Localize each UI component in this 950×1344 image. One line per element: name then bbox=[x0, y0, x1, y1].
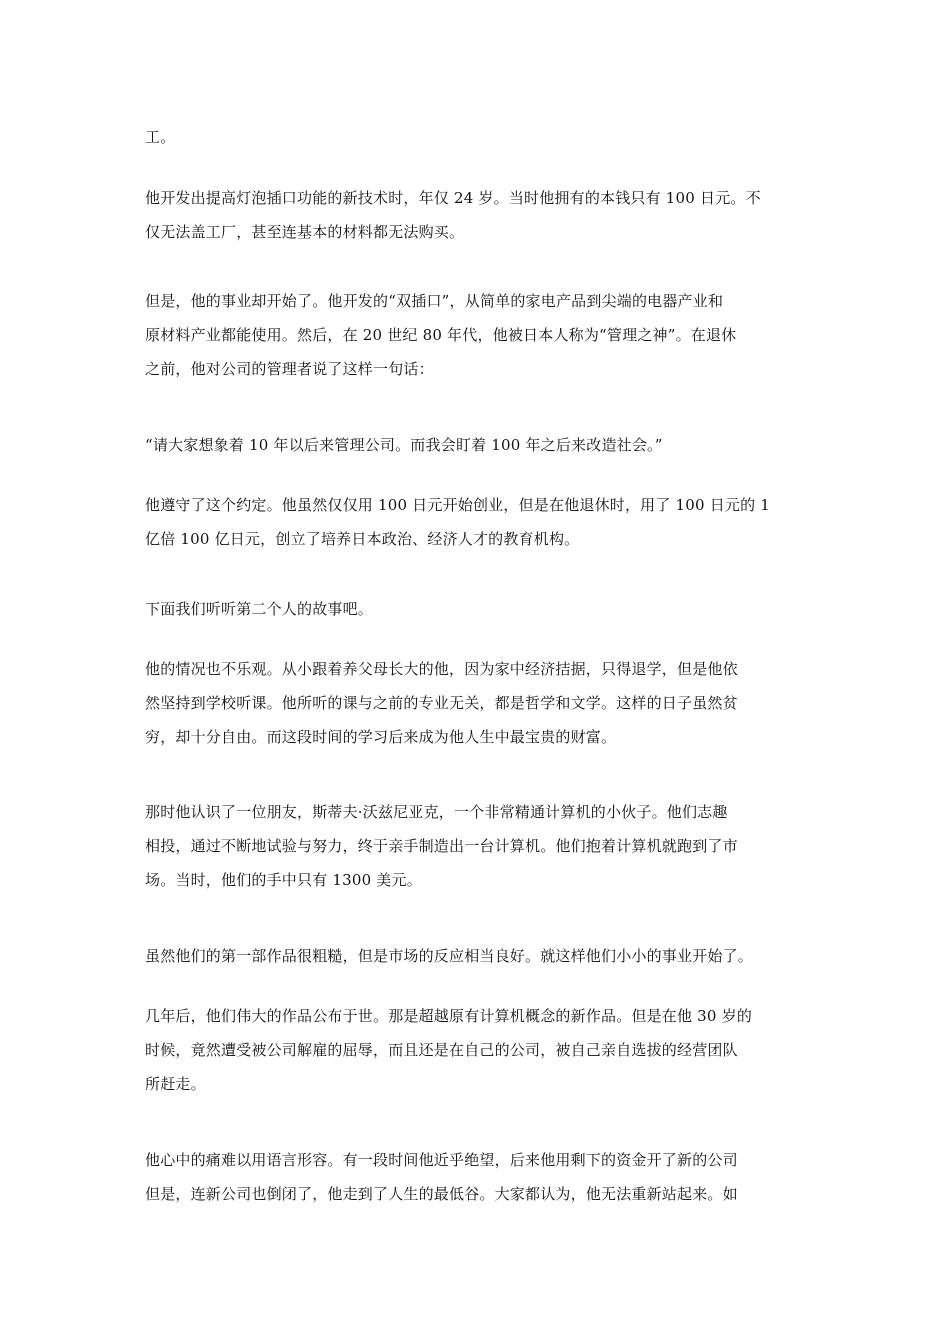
paragraph-line: 然坚持到学校听课。他所听的课与之前的专业无关，都是哲学和文学。这样的日子虽然贫 bbox=[145, 694, 738, 712]
paragraph-10 bbox=[145, 999, 810, 1101]
paragraph-2 bbox=[145, 181, 810, 249]
paragraph-line: 穷，却十分自由。而这段时间的学习后来成为他人生中最宝贵的财富。 bbox=[145, 728, 617, 746]
paragraph-line: 他遵守了这个约定。他虽然仅仅用 100 日元开始创业，但是在他退休时，用了 100 日元的 1 bbox=[145, 496, 771, 514]
paragraph-7 bbox=[145, 652, 810, 754]
paragraph-11 bbox=[145, 1143, 810, 1211]
paragraph-line: 场。当时，他们的手中只有 1300 美元。 bbox=[145, 871, 422, 889]
paragraph-6 bbox=[145, 592, 810, 626]
paragraph-4 bbox=[145, 428, 810, 462]
paragraph-9 bbox=[145, 939, 810, 973]
paragraph-line: 亿倍 100 亿日元，创立了培养日本政治、经济人才的教育机构。 bbox=[145, 530, 580, 548]
paragraph-line: 几年后，他们伟大的作品公布于世。那是超越原有计算机概念的新作品。但是在他 30 岁的 bbox=[145, 1007, 753, 1025]
paragraph-5 bbox=[145, 488, 810, 556]
paragraph-line: 但是，他的事业却开始了。他开发的“双插口”，从简单的家电产品到尖端的电器产业和 bbox=[145, 292, 724, 310]
paragraph-3 bbox=[145, 284, 810, 386]
paragraph-line: 他心中的痛难以用语言形容。有一段时间他近乎绝望，后来他用剩下的资金开了新的公司 bbox=[145, 1151, 738, 1169]
paragraph-line: 相投，通过不断地试验与努力，终于亲手制造出一台计算机。他们抱着计算机就跑到了市 bbox=[145, 837, 738, 855]
paragraph-line: 工。 bbox=[145, 128, 176, 146]
paragraph-line: 虽然他们的第一部作品很粗糙，但是市场的反应相当良好。就这样他们小小的事业开始了。 bbox=[145, 947, 754, 965]
paragraph-line: 之前，他对公司的管理者说了这样一句话： bbox=[145, 360, 434, 378]
paragraph-1 bbox=[145, 120, 810, 154]
paragraph-line: “请大家想象着 10 年以后来管理公司。而我会盯着 100 年之后来改造社会。” bbox=[145, 436, 663, 454]
paragraph-line: 时候，竟然遭受被公司解雇的屈辱，而且还是在自己的公司，被自己亲自选拔的经营团队 bbox=[145, 1041, 738, 1059]
paragraph-line: 他的情况也不乐观。从小跟着养父母长大的他，因为家中经济拮据，只得退学，但是他依 bbox=[145, 660, 738, 678]
paragraph-line: 但是，连新公司也倒闭了，他走到了人生的最低谷。大家都认为，他无法重新站起来。如 bbox=[145, 1185, 738, 1203]
paragraph-line: 那时他认识了一位朋友，斯蒂夫·沃兹尼亚克，一个非常精通计算机的小伙子。他们志趣 bbox=[145, 803, 728, 821]
paragraph-8 bbox=[145, 795, 810, 897]
paragraph-line: 下面我们听听第二个人的故事吧。 bbox=[145, 600, 374, 618]
paragraph-line: 他开发出提高灯泡插口功能的新技术时，年仅 24 岁。当时他拥有的本钱只有 100 日元。不 bbox=[145, 189, 761, 207]
paragraph-line: 所赶走。 bbox=[145, 1075, 206, 1093]
paragraph-line: 原材料产业都能使用。然后，在 20 世纪 80 年代，他被日本人称为“管理之神”。在退休 bbox=[145, 326, 737, 344]
paragraph-line: 仅无法盖工厂，甚至连基本的材料都无法购买。 bbox=[145, 223, 465, 241]
